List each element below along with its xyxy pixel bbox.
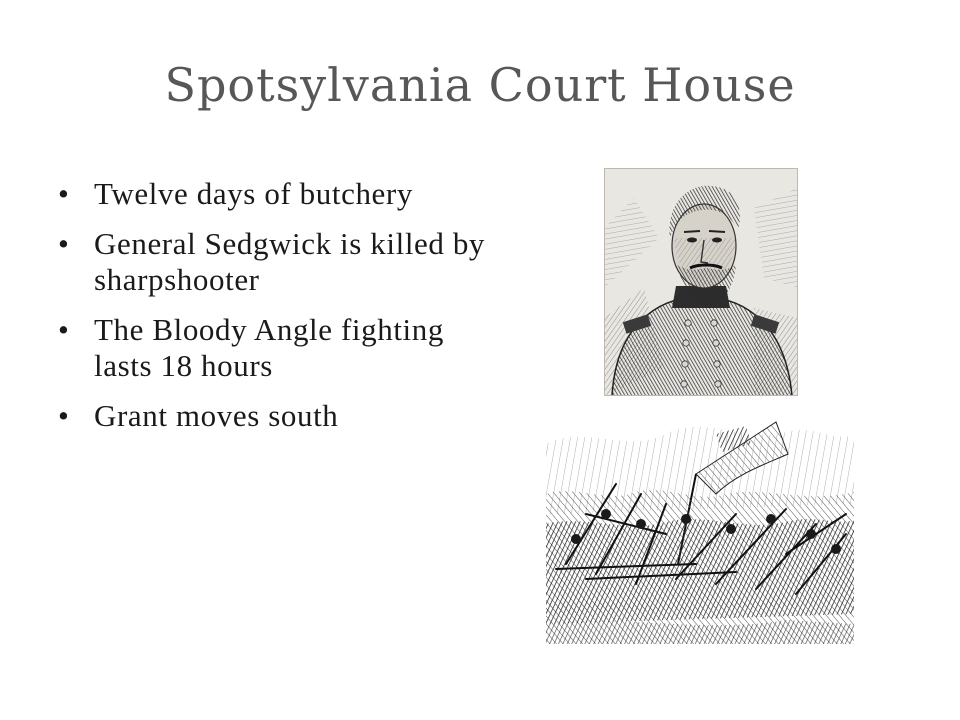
general-portrait-image — [604, 168, 798, 396]
bullet-item: • Twelve days of butchery — [58, 176, 498, 212]
bullet-item: • Grant moves south — [58, 398, 498, 434]
bullet-list — [58, 176, 498, 448]
battle-engraving-image — [546, 414, 854, 644]
bullet-item: • The Bloody Angle fighting lasts 18 hours — [58, 312, 498, 384]
bullet-item: • General Sedgwick is killed by sharpshooter — [58, 226, 498, 298]
slide-title: Spotsylvania Court House — [164, 58, 796, 112]
